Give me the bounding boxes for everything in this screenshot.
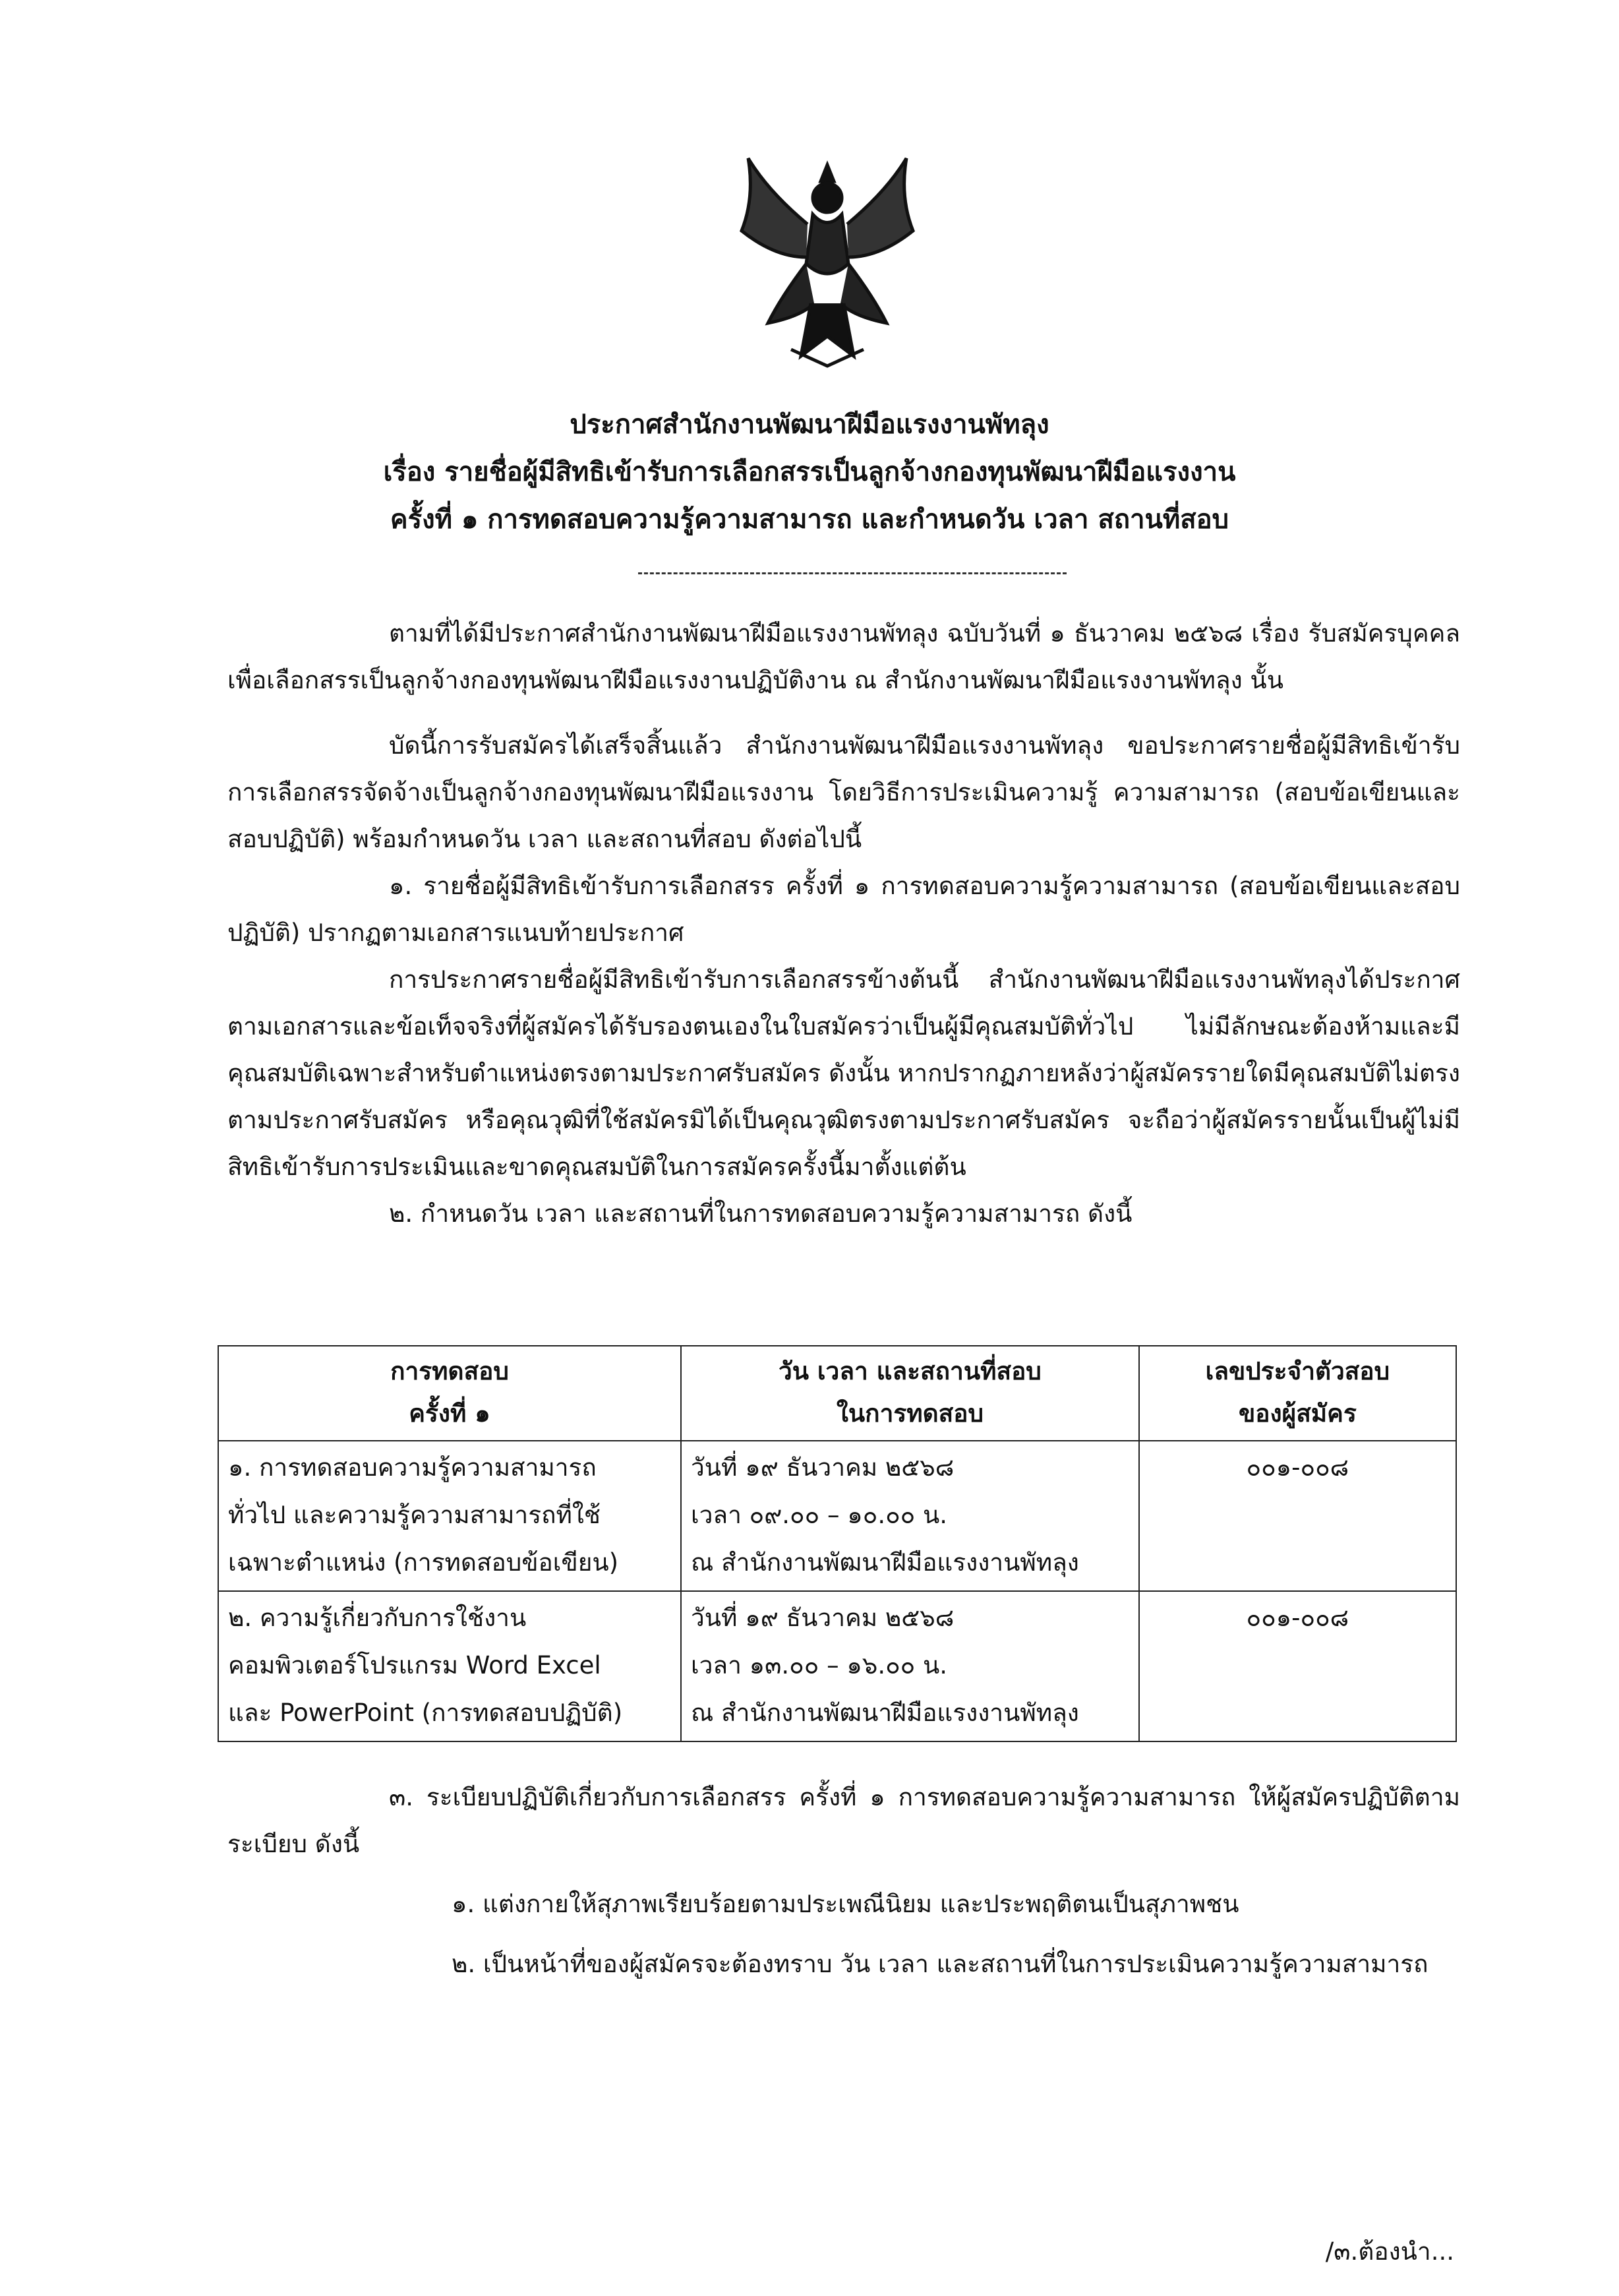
schedule-cell: วันที่ ๑๙ ธันวาคม ๒๕๖๘ เวลา ๐๙.๐๐ – ๑๐.๐๐ น. ณ สำนักงานพัฒนาฝีมือแรงงานพัทลุง xyxy=(681,1441,1139,1591)
item-3: ๓. ระเบียบปฏิบัติเกี่ยวกับการเลือกสรร ครั้งที่ ๑ การทดสอบความรู้ความสามารถ ให้ผู้สมัครปฏิบัติตาม ระเบียบ ดังนี้ xyxy=(227,1783,1460,1858)
intro-paragraph: ตามที่ได้มีประกาศสำนักงานพัฒนาฝีมือแรงงานพัทลุง ฉบับวันที่ ๑ ธันวาคม ๒๕๖๘ เรื่อง รับสมัครบุคคลเพื่อเลือกสรรเป็นลูกจ้างกองทุนพัฒนาฝีมือแรงงานปฏิบัติงาน ณ สำนักงานพัฒนาฝีมือแรงงานพัทลุง นั้น xyxy=(227,619,1460,694)
title-divider xyxy=(638,572,1067,574)
item-1: ๑. รายชื่อผู้มีสิทธิเข้ารับการเลือกสรร ครั้งที่ ๑ การทดสอบความรู้ความสามารถ (สอบข้อเขียนและสอบปฏิบัติ) ปรากฏตามเอกสารแนบท้ายประกาศ xyxy=(227,872,1460,947)
exam-cell: ๒. ความรู้เกี่ยวกับการใช้งาน คอมพิวเตอร์โปรแกรม Word Excel และ PowerPoint (การทดสอบปฏิบัติ) xyxy=(218,1591,681,1741)
header-schedule: วัน เวลา และสถานที่สอบ ในการทดสอบ xyxy=(681,1346,1139,1441)
round-line: ครั้งที่ ๑ การทดสอบความรู้ความสามารถ และกำหนดวัน เวลา สถานที่สอบ xyxy=(390,504,1229,535)
announcement-title: ประกาศสำนักงานพัฒนาฝีมือแรงงานพัทลุง xyxy=(570,409,1049,440)
exam-cell: ๑. การทดสอบความรู้ความสามารถ ทั่วไป และความรู้ความสามารถที่ใช้ เฉพาะตำแหน่ง (การทดสอบข้อเขียน) xyxy=(218,1441,681,1591)
table-row xyxy=(218,1591,1456,1741)
table-header-row xyxy=(218,1346,1456,1441)
exam-ids-cell: ๐๐๑-๐๐๘ xyxy=(1139,1591,1456,1741)
header-exam-ids: เลขประจำตัวสอบ ของผู้สมัคร xyxy=(1139,1346,1456,1441)
continuation-marker: /๓.ต้องนำ... xyxy=(1325,2237,1454,2266)
rule-2: ๒. เป็นหน้าที่ของผู้สมัครจะต้องทราบ วัน เวลา และสถานที่ในการประเมินความรู้ความสามารถ xyxy=(452,1950,1428,1978)
eligibility-paragraph: การประกาศรายชื่อผู้มีสิทธิเข้ารับการเลือกสรรข้างต้นนี้ สำนักงานพัฒนาฝีมือแรงงานพัทลุงได้ประกาศตามเอกสารและข้อเท็จจริงที่ผู้สมัครได้รับรองตนเองในใบสมัครว่าเป็นผู้มีคุณสมบัติทั่วไป ไม่มีลักษณะต้องห้ามและมีคุณสมบัติเฉพาะสำหรับตำแหน่งตรงตามประกาศรับสมัคร ดังนั้น หากปรากฏภายหลังว่าผู้สมัครรายใดมีคุณสมบัติไม่ตรงตามประกาศรับสมัคร หรือคุณวุฒิที่ใช้สมัครมิได้เป็นคุณวุฒิตรงตามประกาศรับสมัคร จะถือว่าผู้สมัครรายนั้นเป็นผู้ไม่มีสิทธิเข้ารับการประเมินและขาดคุณสมบัติในการสมัครครั้งนี้มาตั้งแต่ต้น xyxy=(227,965,1460,1181)
body-lower xyxy=(227,1774,1460,1987)
schedule-cell: วันที่ ๑๙ ธันวาคม ๒๕๖๘ เวลา ๑๓.๐๐ – ๑๖.๐๐ น. ณ สำนักงานพัฒนาฝีมือแรงงานพัทลุง xyxy=(681,1591,1139,1741)
exam-schedule-table xyxy=(218,1345,1457,1742)
rule-1: ๑. แต่งกายให้สุภาพเรียบร้อยตามประเพณีนิยม และประพฤติตนเป็นสุภาพชน xyxy=(452,1890,1239,1918)
garuda-emblem-icon xyxy=(728,152,926,369)
table-row xyxy=(218,1441,1456,1591)
exam-ids-cell: ๐๐๑-๐๐๘ xyxy=(1139,1441,1456,1591)
announcement-paragraph: บัดนี้การรับสมัครได้เสร็จสิ้นแล้ว สำนักงานพัฒนาฝีมือแรงงานพัทลุง ขอประกาศรายชื่อผู้มีสิทธิเข้ารับการเลือกสรรจัดจ้างเป็นลูกจ้างกองทุนพัฒนาฝีมือแรงงาน โดยวิธีการประเมินความรู้ ความสามารถ (สอบข้อเขียนและสอบปฏิบัติ) พร้อมกำหนดวัน เวลา และสถานที่สอบ ดังต่อไปนี้ xyxy=(227,731,1460,853)
item-2: ๒. กำหนดวัน เวลา และสถานที่ในการทดสอบความรู้ความสามารถ ดังนี้ xyxy=(389,1199,1133,1228)
header-exam: การทดสอบ ครั้งที่ ๑ xyxy=(218,1346,681,1441)
body-upper xyxy=(227,610,1460,1237)
subject-line: เรื่อง รายชื่อผู้มีสิทธิเข้ารับการเลือกสรรเป็นลูกจ้างกองทุนพัฒนาฝีมือแรงงาน xyxy=(383,457,1236,487)
